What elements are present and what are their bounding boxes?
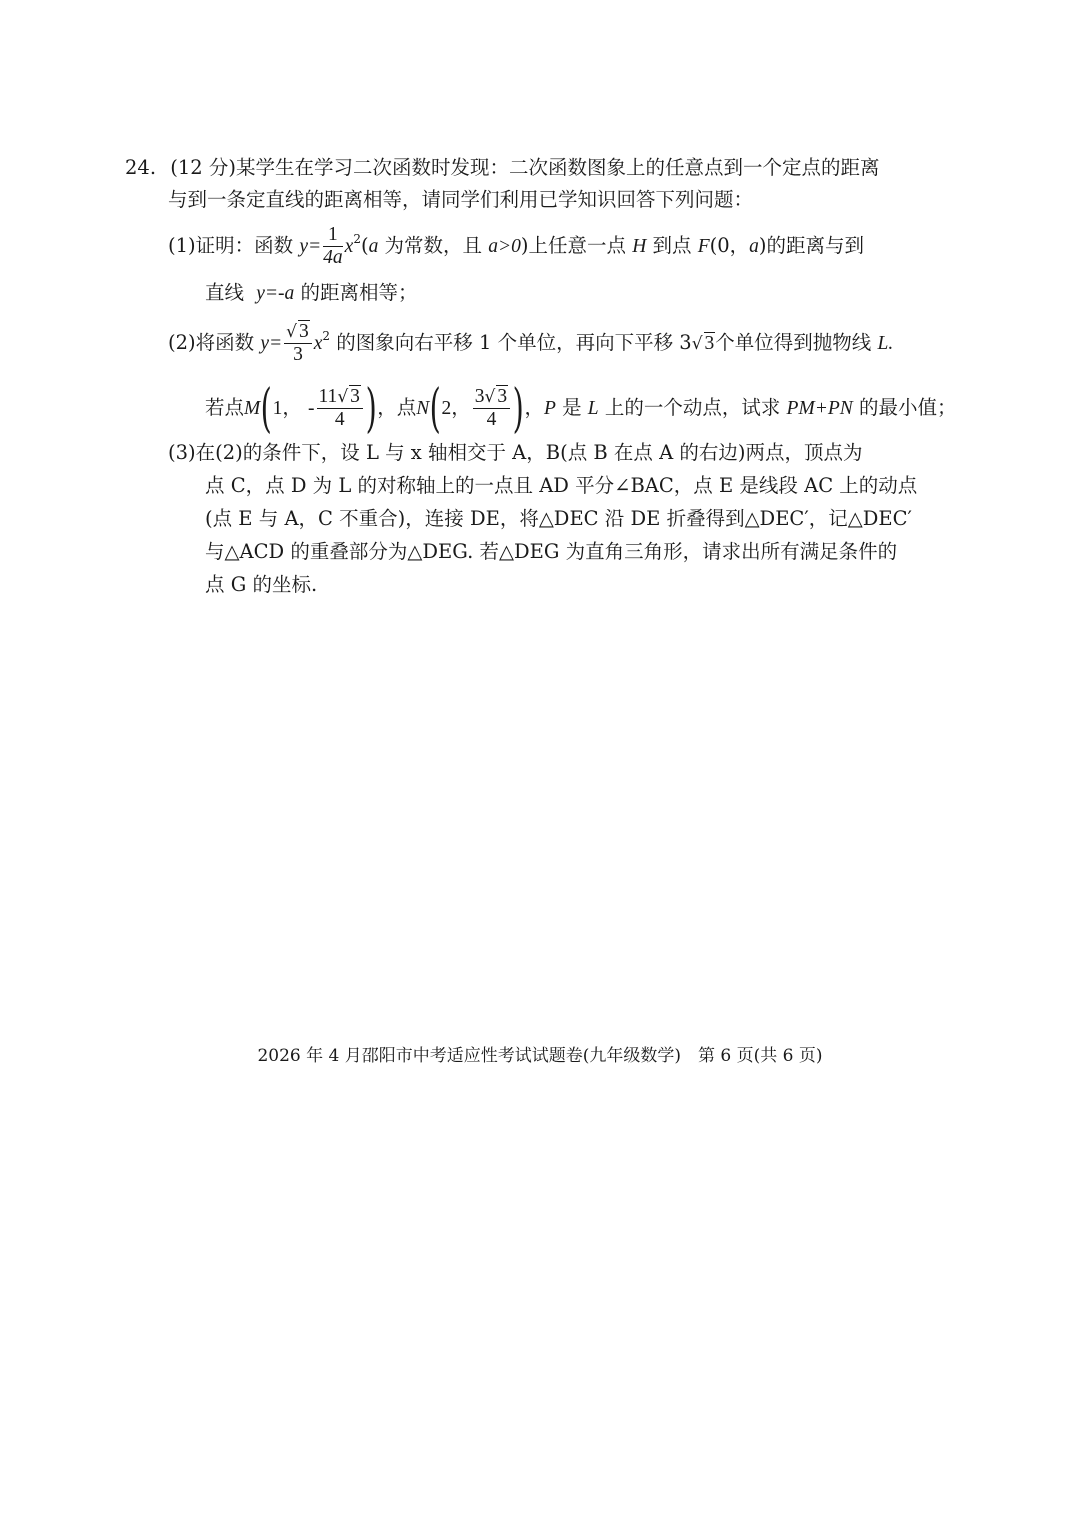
left-paren-icon: ( [260, 378, 272, 439]
part2-mid2: 个单位得到抛物线 [715, 331, 878, 354]
part3-text-2: 点 C，点 D 为 L 的对称轴上的一点且 AD 平分∠BAC，点 E 是线段 AC 上的动点 [205, 474, 918, 497]
part2-mid4: ， [524, 396, 544, 419]
part2-frac-den: 3 [293, 344, 303, 365]
part1-coord: (0， [709, 234, 750, 257]
point-N: N [416, 398, 430, 419]
part1-mid4: 到点 [646, 234, 698, 257]
part2-mid5: 是 [555, 396, 588, 419]
part1-y: y= [299, 236, 322, 257]
part1-pre: 证明：函数 [195, 234, 294, 257]
point-M-rad: 3 [350, 386, 360, 407]
part2-line2-pre: 若点 [205, 396, 245, 419]
part3-line-1 [168, 440, 863, 466]
part1-fraction [323, 224, 343, 269]
point-M: M [244, 398, 261, 419]
point-N-den: 4 [486, 409, 497, 430]
part2-frac-rad: 3 [299, 321, 309, 342]
page-footer: 2026 年 4 月邵阳市中考适应性考试试题卷(九年级数学) 第 6 页(共 6 页) [257, 1046, 823, 1066]
point-M-x: 1， [272, 398, 302, 419]
part2-line-1: (2)将函数 y= $\frac{√ 3}{3}$ $x^2$ 的图象向右平移 1 个单位，再向下平移 3√ 3个单位得到抛物线 L. [168, 321, 894, 365]
part1-a: a [368, 236, 379, 257]
part1-mid2: 为常数，且 [378, 234, 489, 257]
point-N-rad: 3 [497, 386, 508, 407]
point-M-fraction [317, 386, 363, 431]
part1-tag: (1) [168, 234, 196, 257]
point-M-den: 4 [334, 409, 345, 430]
part1-frac-den: 4a [323, 247, 343, 268]
part1-exp: 2 [353, 232, 361, 246]
part1-line2-pre: 直线 [205, 281, 245, 304]
part2-mid6: 上的一个动点，试求 [598, 396, 787, 419]
part2-tag: (2) [168, 331, 196, 354]
part1-mid5: )的距离与到 [758, 234, 865, 257]
part2-fraction [284, 321, 312, 366]
part1-mid1: ( [360, 234, 369, 257]
part2-frac-num: √ 3 [284, 321, 312, 344]
part3-text-1: 在(2)的条件下，设 L 与 x 轴相交于 A，B(点 B 在点 A 的右边)两点，顶点为 [195, 441, 863, 464]
part1-mid3: )上任意一点 [520, 234, 633, 257]
left-paren-icon: ( [429, 378, 441, 439]
point-M-coef: 11 [318, 386, 338, 407]
question-stem: (12 分)某学生在学习二次函数时发现：二次函数图象上的任意点到一个定点的距离 [170, 156, 880, 179]
part2-expression: PM+PN [786, 398, 853, 419]
question-line-1 [125, 155, 879, 181]
part3-text-5: 点 G 的坐标. [205, 573, 318, 596]
part2-x: x [313, 333, 323, 354]
question-stem-cont: 与到一条定直线的距离相等，请同学们利用已学知识回答下列问题： [168, 188, 754, 211]
point-F: F [697, 236, 710, 257]
part1-line-2 [205, 280, 418, 307]
part3-tag: (3) [168, 441, 196, 464]
part1-a2: a [749, 236, 759, 257]
point-M-minus: - [308, 398, 315, 419]
part2-exp: 2 [322, 329, 331, 343]
question-number: 24. [125, 156, 157, 179]
part2-shift-rad: 3 [704, 333, 715, 354]
part1-line-1 [168, 222, 864, 271]
part2-line-2 [205, 380, 956, 437]
part1-condition: a>0 [488, 236, 521, 257]
point-P: P [543, 398, 556, 419]
point-H: H [632, 236, 647, 257]
part1-line-eq: y=-a [256, 283, 295, 304]
part3-line-5 [205, 572, 317, 598]
parabola-L: L. [877, 333, 894, 354]
point-M-num: 11√ 3 [317, 386, 363, 409]
part3-text-4: 与△ACD 的重叠部分为△DEG. 若△DEG 为直角三角形，请求出所有满足条件的 [205, 540, 898, 563]
question-line-2 [168, 187, 753, 213]
right-paren-icon: ) [512, 378, 524, 439]
part3-line-2 [205, 473, 917, 499]
part1-line2-post: 的距离相等； [300, 281, 418, 304]
part2-post: 的最小值； [852, 396, 957, 419]
right-paren-icon: ) [365, 378, 377, 439]
point-N-x: 2， [441, 398, 471, 419]
part1-x: x [344, 236, 354, 257]
part2-y: y= [260, 333, 283, 354]
part3-line-3 [205, 506, 912, 532]
part2-mid1: 的图象向右平移 1 个单位，再向下平移 3 [336, 331, 692, 354]
point-N-num: 3√ 3 [473, 386, 510, 409]
point-N-fraction [473, 386, 510, 431]
part3-line-4 [205, 539, 897, 565]
part2-mid3: ，点 [377, 396, 417, 419]
part2-pre: 将函数 [195, 331, 255, 354]
parabola-L-ref: L [587, 398, 599, 419]
point-N-coef: 3 [474, 386, 485, 407]
part1-frac-num: 1 [323, 224, 343, 247]
part3-text-3: (点 E 与 A，C 不重合)，连接 DE，将△DEC 沿 DE 折叠得到△DEC′，记△DEC′ [205, 507, 912, 530]
